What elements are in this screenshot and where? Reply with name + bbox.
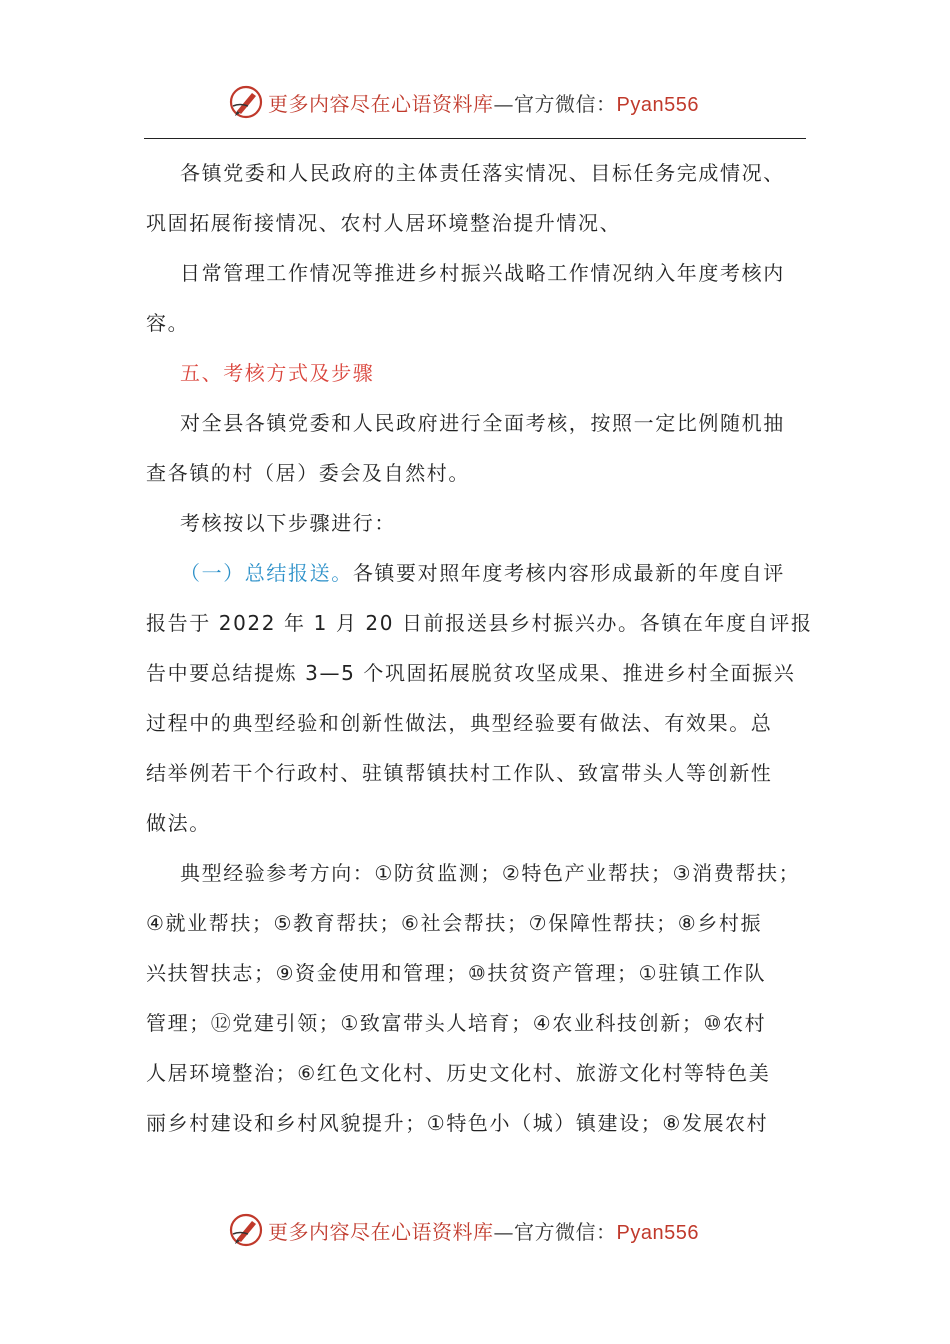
header-banner-dash: — — [493, 91, 514, 116]
pen-logo-icon — [228, 1212, 264, 1248]
paragraph-line: ④就业帮扶；⑤教育帮扶；⑥社会帮扶；⑦保障性帮扶；⑧乡村振 — [146, 911, 763, 935]
paragraph-line: 日常管理工作情况等推进乡村振兴战略工作情况纳入年度考核内 — [180, 261, 785, 285]
header-wechat-label: 官方微信： — [514, 91, 617, 116]
document-body — [146, 148, 811, 1148]
paragraph-line: 考核按以下步骤进行： — [180, 511, 396, 535]
paragraph-line: 兴扶智扶志；⑨资金使用和管理；⑩扶贫资产管理；①驻镇工作队 — [146, 961, 767, 985]
footer-wechat-id: Pyan556 — [616, 1221, 699, 1244]
paragraph-line: 过程中的典型经验和创新性做法，典型经验要有做法、有效果。总 — [146, 711, 773, 735]
subsection-heading: （一）总结报送。 — [180, 561, 353, 585]
footer-banner — [228, 1210, 728, 1250]
paragraph-line — [146, 548, 811, 598]
paragraph-line: 对全县各镇党委和人民政府进行全面考核，按照一定比例随机抽 — [180, 411, 785, 435]
paragraph-line: 巩固拓展衔接情况、农村人居环境整治提升情况、 — [146, 211, 622, 235]
footer-wechat-label: 官方微信： — [514, 1219, 617, 1244]
paragraph-line: 告中要总结提炼 3—5 个巩固拓展脱贫攻坚成果、推进乡村全面振兴 — [146, 661, 796, 685]
paragraph-line: 做法。 — [146, 811, 211, 835]
footer-banner-dash: — — [493, 1219, 514, 1244]
pen-logo-icon — [228, 84, 264, 120]
paragraph-line: 管理；⑫党建引领；①致富带头人培育；④农业科技创新；⑩农村 — [146, 1011, 767, 1035]
header-banner — [228, 82, 728, 122]
header-wechat-id: Pyan556 — [616, 93, 699, 116]
paragraph-line: 结举例若干个行政村、驻镇帮镇扶村工作队、致富带头人等创新性 — [146, 761, 773, 785]
paragraph-line: 各镇党委和人民政府的主体责任落实情况、目标任务完成情况、 — [180, 161, 785, 185]
paragraph-line: 人居环境整治；⑥红色文化村、历史文化村、旅游文化村等特色美 — [146, 1061, 771, 1085]
paragraph-text: 各镇要对照年度考核内容形成最新的年度自评 — [352, 561, 785, 585]
paragraph-line: 查各镇的村（居）委会及自然村。 — [146, 461, 470, 485]
paragraph-line: 报告于 2022 年 1 月 20 日前报送县乡村振兴办。各镇在年度自评报 — [146, 611, 813, 635]
footer-banner-text: 更多内容尽在心语资料库 — [268, 1219, 494, 1244]
header-banner-text: 更多内容尽在心语资料库 — [268, 91, 494, 116]
section-heading: 五、考核方式及步骤 — [180, 361, 375, 385]
paragraph-line: 容。 — [146, 311, 190, 335]
paragraph-line: 典型经验参考方向：①防贫监测；②特色产业帮扶；③消费帮扶； — [180, 861, 801, 885]
header-divider — [144, 138, 806, 139]
paragraph-line: 丽乡村建设和乡村风貌提升；①特色小（城）镇建设；⑧发展农村 — [146, 1111, 769, 1135]
